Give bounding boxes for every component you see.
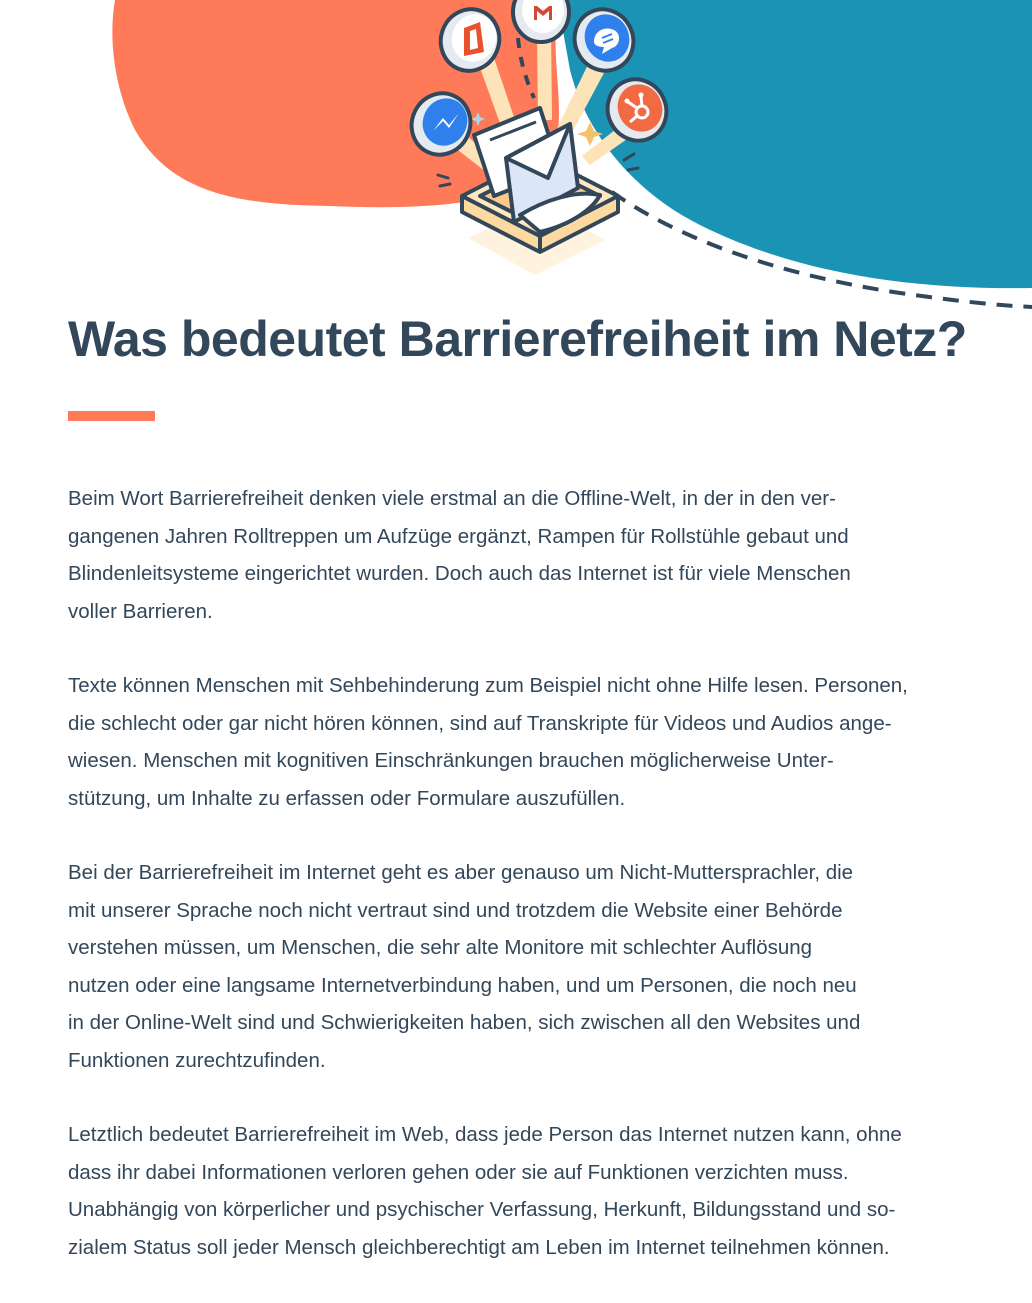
paragraph-line: die schlecht oder gar nicht hören können, sind auf Transkripte für Videos und Audios ange- (68, 711, 892, 735)
paragraph-line: verstehen müssen, um Menschen, die sehr alte Monitore mit schlechter Auflösung (68, 936, 813, 959)
paragraph-line: dass ihr dabei Informationen verloren gehen oder sie auf Funktionen verzichten muss. (68, 1160, 849, 1184)
paragraph-1 (68, 480, 948, 630)
paragraph-4 (68, 1116, 948, 1266)
paragraph-line: Funktionen zurechtzufinden. (68, 1048, 326, 1072)
hero-illustration (0, 0, 1032, 320)
paragraph-line: zialem Status soll jeder Mensch gleichberechtigt am Leben im Internet teilnehmen können. (68, 1235, 890, 1259)
paragraph-line: nutzen oder eine langsame Internetverbindung haben, und um Personen, die noch neu (68, 973, 857, 997)
paragraph-line: voller Barrieren. (68, 599, 213, 623)
paragraph-line: Unabhängig von körperlicher und psychischer Verfassung, Herkunft, Bildungsstand und so- (68, 1198, 896, 1221)
title-accent-bar (68, 411, 155, 421)
paragraph-line: mit unserer Sprache noch nicht vertraut sind und trotzdem die Website einer Behörde (68, 898, 843, 922)
paragraph-line: Bei der Barrierefreiheit im Internet geht es aber genauso um Nicht-Muttersprachler, die (68, 861, 854, 884)
paragraph-line: Beim Wort Barrierefreiheit denken viele erstmal an die Offline-Welt, in der in den ver- (68, 487, 836, 510)
article-body (68, 480, 948, 1303)
page-title: Was bedeutet Barrierefreiheit im Netz? (68, 311, 967, 367)
paragraph-2 (68, 667, 948, 817)
gmail-icon (513, 0, 569, 42)
paragraph-line: gangenen Jahren Rolltreppen um Aufzüge ergänzt, Rampen für Rollstühle gebaut und (68, 524, 849, 548)
paragraph-line: wiesen. Menschen mit kognitiven Einschränkungen brauchen möglicherweise Unter- (68, 749, 834, 772)
paragraph-line: in der Online-Welt sind und Schwierigkeiten haben, sich zwischen all den Websites und (68, 1011, 861, 1034)
paragraph-line: Blindenleitsysteme eingerichtet wurden. Doch auch das Internet ist für viele Menschen (68, 562, 851, 585)
paragraph-line: Letztlich bedeutet Barrierefreiheit im Web, dass jede Person das Internet nutzen kann, ohne (68, 1123, 902, 1146)
paragraph-line: stützung, um Inhalte zu erfassen oder Formulare auszufüllen. (68, 786, 626, 810)
paragraph-3 (68, 854, 948, 1079)
paragraph-line: Texte können Menschen mit Sehbehinderung zum Beispiel nicht ohne Hilfe lesen. Personen, (68, 674, 908, 697)
